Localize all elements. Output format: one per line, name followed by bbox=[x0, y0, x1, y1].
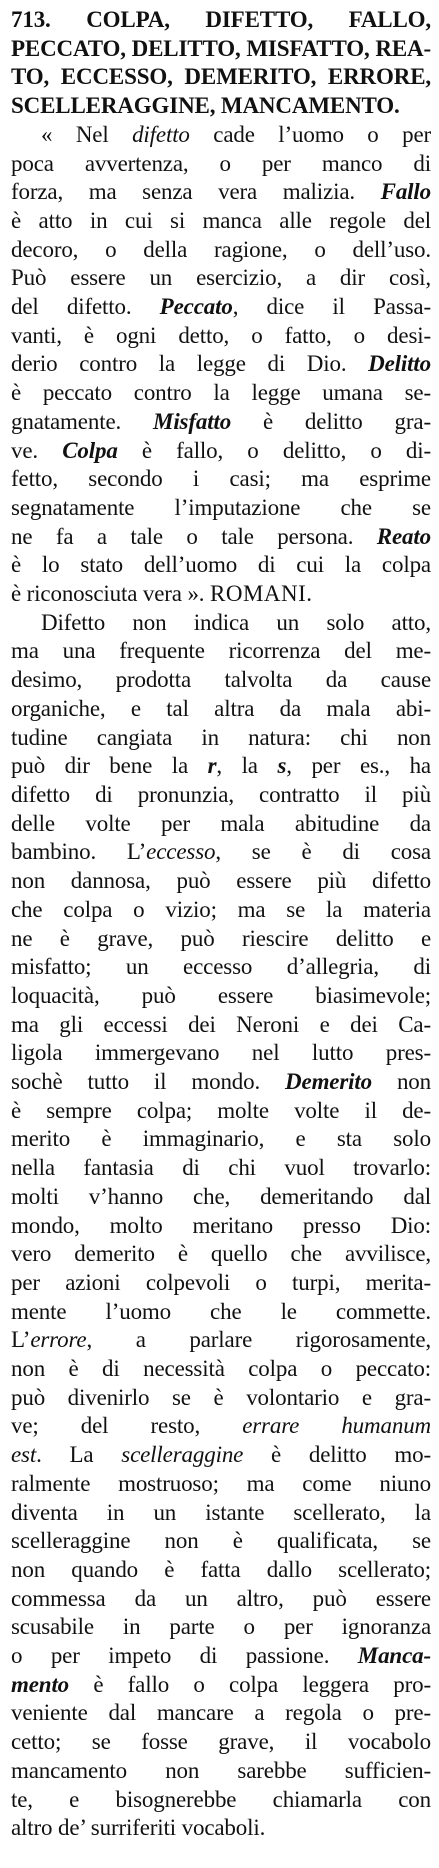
text-run: ve; del resto, bbox=[11, 1413, 243, 1439]
text-run: , se è di cosa bbox=[215, 839, 431, 865]
text-line bbox=[11, 1671, 431, 1700]
text-line: vero demerito è quello che avvilisce, bbox=[11, 1241, 431, 1267]
text-line: nella fantasia di chi vuol trovarlo: bbox=[11, 1155, 431, 1181]
text-line: può divenirlo se è volontario e gra- bbox=[11, 1384, 431, 1410]
text-line: mondo, molto meritano presso Dio: bbox=[11, 1212, 431, 1238]
heading-line bbox=[11, 6, 431, 35]
paragraph-quote bbox=[11, 121, 431, 609]
text-line bbox=[11, 1326, 431, 1355]
text-line bbox=[11, 580, 431, 609]
term-mancamento: Manca- bbox=[357, 1643, 431, 1669]
text-run: derio contro la legge di Dio. bbox=[11, 351, 369, 377]
term-misfatto: Misfatto bbox=[153, 408, 232, 434]
text-run: ne fa a tale o tale persona. bbox=[11, 523, 377, 549]
text-line: desimo, prodotta talvolta da cause bbox=[11, 667, 431, 693]
paragraph-commentary bbox=[11, 609, 431, 1843]
text-line: non dannosa, può essere più difetto bbox=[11, 868, 431, 894]
text-run: , per es., ha bbox=[286, 753, 431, 779]
heading-line: PECCATO, DELITTO, MISFATTO, REA- bbox=[11, 35, 431, 61]
text-line bbox=[11, 838, 431, 867]
text-line bbox=[11, 121, 431, 150]
text-line bbox=[11, 293, 431, 322]
text-line: che colpa o vizio; ma se la materia bbox=[11, 896, 431, 922]
text-run: non bbox=[372, 1069, 431, 1095]
text-run: può dir bene la bbox=[11, 753, 208, 779]
text-run: forza, ma senza vera malizia. bbox=[11, 179, 381, 205]
text-line: diventa in un istante scellerato, la bbox=[11, 1499, 431, 1525]
text-line: ligola immergevano nel lutto pres- bbox=[11, 1040, 431, 1066]
text-run: è riconosciuta vera ». bbox=[11, 581, 210, 607]
text-line bbox=[11, 1412, 431, 1441]
entry-heading bbox=[11, 6, 431, 121]
term-eccesso: eccesso bbox=[146, 839, 216, 865]
text-run: gnatamente. bbox=[11, 408, 154, 434]
text-run: sochè tutto il mondo. bbox=[11, 1069, 286, 1095]
text-run: è fallo, o delitto, o di- bbox=[117, 437, 431, 463]
text-run: bambino. L’ bbox=[11, 839, 147, 865]
term-demerito: Demerito bbox=[285, 1069, 372, 1095]
text-run: « Nel bbox=[41, 121, 133, 147]
text-line bbox=[11, 1642, 431, 1671]
text-run: L’ bbox=[11, 1327, 31, 1353]
text-line bbox=[11, 408, 431, 437]
text-line: molti v’hanno che, demeritando dal bbox=[11, 1183, 431, 1209]
text-line bbox=[11, 523, 431, 552]
letter-r: r bbox=[207, 753, 217, 779]
text-line: delle volte per mala abitudine da bbox=[11, 810, 431, 836]
text-run: . La bbox=[36, 1442, 122, 1468]
text-line: tudine cangiata in natura: chi non bbox=[11, 724, 431, 750]
text-line bbox=[11, 1068, 431, 1097]
text-run: , dice il Passa- bbox=[232, 294, 431, 320]
term-difetto: difetto bbox=[132, 121, 190, 147]
text-run: o per impeto di passione. bbox=[11, 1643, 358, 1669]
text-line bbox=[11, 350, 431, 379]
text-line: non è di necessità colpa o peccato: bbox=[11, 1356, 431, 1382]
text-line bbox=[11, 437, 431, 466]
heading-line: SCELLERAGGINE, MANCAMENTO. bbox=[11, 93, 400, 119]
text-line: misfatto; un eccesso d’allegria, di bbox=[11, 954, 431, 980]
term-mancamento: mento bbox=[11, 1671, 70, 1697]
text-line: è atto in cui si manca alle regole del bbox=[11, 207, 431, 233]
text-line bbox=[11, 1441, 431, 1470]
heading-line: TO, ECCESSO, DEMERITO, ERRORE, bbox=[11, 64, 431, 90]
term-fallo: Fallo bbox=[380, 179, 431, 205]
text-line: merito è immaginario, e sta solo bbox=[11, 1126, 431, 1152]
text-line: decoro, o della ragione, o dell’uso. bbox=[11, 236, 431, 262]
text-line: per azioni colpevoli o turpi, merita- bbox=[11, 1269, 431, 1295]
text-run: cade l’uomo o per bbox=[189, 121, 431, 147]
text-run: è delitto gra- bbox=[231, 408, 431, 434]
text-line: difetto di pronunzia, contratto il più bbox=[11, 781, 431, 807]
term-peccato: Peccato bbox=[159, 294, 233, 320]
text-run: ve. bbox=[11, 437, 63, 463]
text-line: scelleraggine non è qualificata, se bbox=[11, 1528, 431, 1554]
text-line bbox=[11, 178, 431, 207]
text-line: ma gli eccessi dei Neroni e dei Ca- bbox=[11, 1011, 431, 1037]
text-line: mancamento non sarebbe sufficien- bbox=[11, 1757, 431, 1783]
text-run: del difetto. bbox=[11, 294, 160, 320]
text-line: poca avvertenza, o per manco di bbox=[11, 150, 431, 176]
text-line: non quando è fatta dallo scellerato; bbox=[11, 1556, 431, 1582]
term-scelleraggine: scelleraggine bbox=[121, 1442, 244, 1468]
text-line: è peccato contro la legge umana se- bbox=[11, 380, 431, 406]
text-line bbox=[11, 752, 431, 781]
text-line: è sempre colpa; molte volte il de- bbox=[11, 1097, 431, 1123]
text-line: mente l’uomo che le commette. bbox=[11, 1298, 431, 1324]
text-line: è lo stato dell’uomo di cui la colpa bbox=[11, 552, 431, 578]
text-line: altro de’ surriferiti vocaboli. bbox=[11, 1815, 266, 1841]
latin-phrase: est bbox=[11, 1442, 37, 1468]
text-run: è fallo o colpa leggera pro- bbox=[69, 1671, 431, 1697]
term-errore: errore bbox=[30, 1327, 87, 1353]
term-colpa: Colpa bbox=[62, 437, 118, 463]
text-line: segnatamente l’imputazione che se bbox=[11, 494, 431, 520]
text-line: vanti, è ogni detto, o fatto, o desi- bbox=[11, 322, 431, 348]
term-delitto: Delitto bbox=[368, 351, 431, 377]
text-line: commessa da un altro, può essere bbox=[11, 1585, 431, 1611]
term-reato: Reato bbox=[376, 523, 431, 549]
text-line: ne è grave, può riescire delitto e bbox=[11, 925, 431, 951]
text-line: te, e bisognerebbe chiamarla con bbox=[11, 1786, 431, 1812]
text-line: Difetto non indica un solo atto, bbox=[41, 609, 431, 635]
text-run: , a parlare rigorosamente, bbox=[86, 1327, 431, 1353]
letter-s: s bbox=[277, 753, 287, 779]
text-line: ma una frequente ricorrenza del me- bbox=[11, 638, 431, 664]
text-line: organiche, e tal altra da mala abi- bbox=[11, 695, 431, 721]
text-line: loquacità, può essere biasimevole; bbox=[11, 982, 431, 1008]
text-line: cetto; se fosse grave, il vocabolo bbox=[11, 1729, 431, 1755]
heading-text: COLPA, DIFETTO, FALLO, bbox=[86, 7, 431, 32]
entry-number: 713. bbox=[11, 7, 51, 32]
text-line: Può essere un esercizio, a dir così, bbox=[11, 265, 431, 291]
text-run: , la bbox=[216, 753, 278, 779]
text-line: ralmente mostruoso; ma come niuno bbox=[11, 1470, 431, 1496]
text-line: scusabile in parte o per ignoranza bbox=[11, 1614, 431, 1640]
text-run: è delitto mo- bbox=[243, 1442, 431, 1468]
source-attribution: ROMANI. bbox=[210, 581, 313, 607]
text-line: veniente dal mancare a regola o pre- bbox=[11, 1700, 431, 1726]
latin-phrase: errare humanum bbox=[242, 1413, 431, 1439]
text-line: fetto, secondo i casi; ma esprime bbox=[11, 466, 431, 492]
